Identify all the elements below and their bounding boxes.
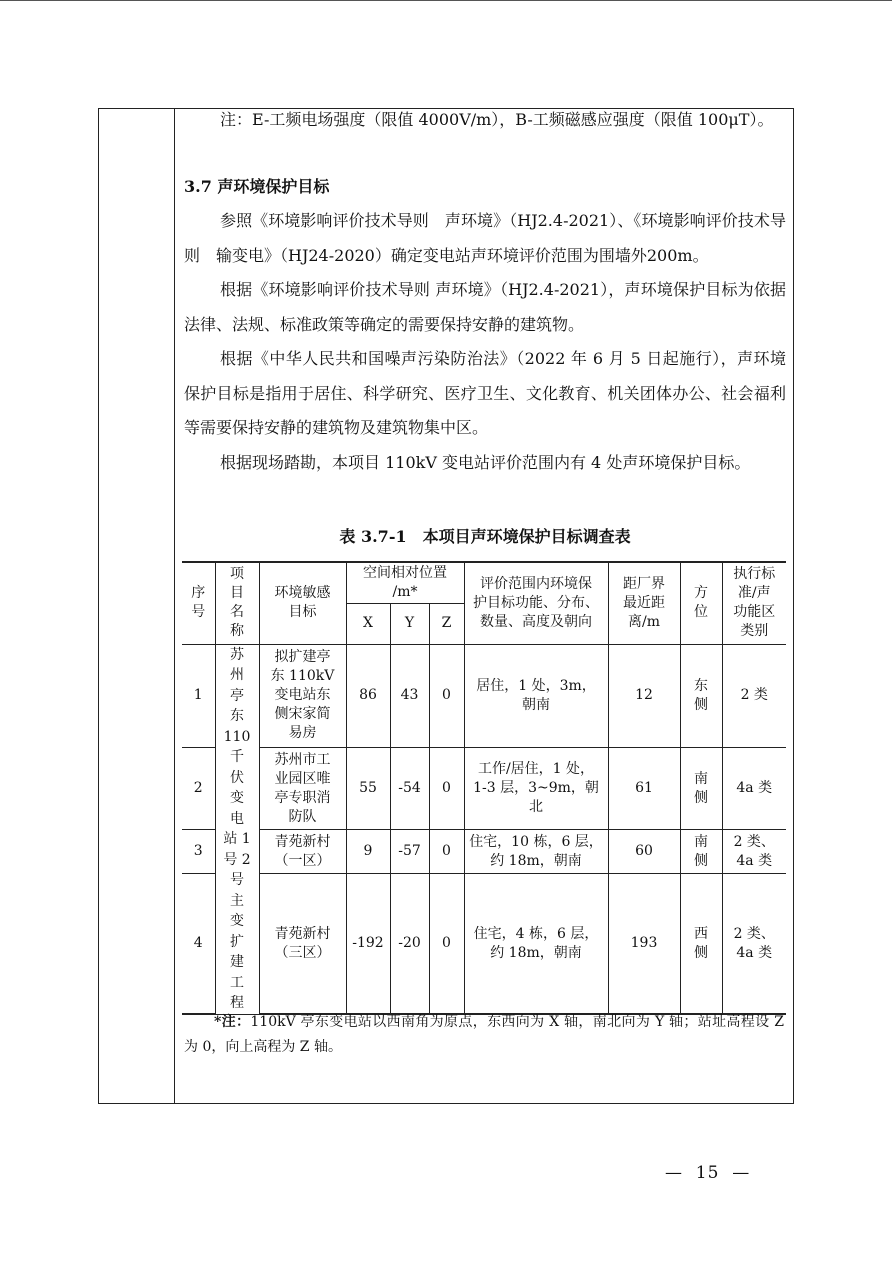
form-column-divider [174,108,175,1104]
row-direction: 南 侧 [680,748,722,830]
row-standard: 2 类、 4a 类 [722,874,786,1014]
row-direction: 南 侧 [680,829,722,873]
row-standard: 4a 类 [722,748,786,830]
row-target: 青苑新村 （一区） [259,829,346,873]
project-name-cell: 苏 州 亭 东 110 千 伏 变 电 站 1 号 2 号 主 变 扩 建 工 程 [215,644,259,1014]
header-z: Z [429,603,464,644]
header-project: 项 目 名 称 [215,562,259,644]
row-distance: 61 [608,748,680,830]
paragraph-1: 参照《环境影响评价技术导则 声环境》（HJ2.4-2021）、《环境影响评价技术导则 输变电》（HJ24-2020）确定变电站声环境评价范围为围墙外200m。 [184,211,786,265]
table-footnote [184,1010,784,1060]
row-target: 青苑新村 （三区） [259,874,346,1014]
table-title: 表 3.7-1 本项目声环境保护目标调查表 [339,527,631,546]
row-standard: 2 类 [722,644,786,748]
row-function: 住宅，4 栋，6 层， 约 18m，朝南 [464,874,608,1014]
row-target: 拟扩建亭 东 110kV 变电站东 侧宋家简 易房 [259,644,346,748]
row-seq: 3 [182,829,215,873]
paragraph-3: 根据《中华人民共和国噪声污染防治法》（2022 年 6 月 5 日起施行），声环境保护目标是指用于居住、科学研究、医疗卫生、文化教育、机关团体办公、社会福利等需要保持安静的建筑物及建筑物集中区。 [184,349,786,437]
row-target: 苏州市工 业园区唯 亭专职消 防队 [259,748,346,830]
table-row [182,874,786,1014]
row-direction: 西 侧 [680,874,722,1014]
header-function: 评价范围内环境保 护目标功能、分布、 数量、高度及朝向 [464,562,608,644]
table-row [182,748,786,830]
row-function: 工作/居住，1 处， 1-3 层，3~9m，朝 北 [464,748,608,830]
footnote-label: *注： [214,1014,251,1030]
header-position: 空间相对位置 /m* [346,562,464,603]
row-y: -57 [390,829,429,873]
row-distance: 12 [608,644,680,748]
section-heading: 3.7 声环境保护目标 [184,177,330,196]
page-top-rule [0,0,892,1]
row-y: 43 [390,644,429,748]
row-seq: 2 [182,748,215,830]
header-distance: 距厂界 最近距 离/m [608,562,680,644]
table-row [182,829,786,873]
row-z: 0 [429,874,464,1014]
header-direction: 方 位 [680,562,722,644]
paragraph-2: 根据《环境影响评价技术导则 声环境》（HJ2.4-2021），声环境保护目标为依据法律、法规、标准政策等确定的需要保持安静的建筑物。 [184,280,786,334]
row-z: 0 [429,829,464,873]
page-number: — 15 — [665,1163,751,1183]
row-x: 9 [346,829,390,873]
header-seq: 序 号 [182,562,215,644]
row-distance: 60 [608,829,680,873]
row-x: 55 [346,748,390,830]
row-z: 0 [429,644,464,748]
row-seq: 1 [182,644,215,748]
row-z: 0 [429,748,464,830]
paragraph-4: 根据现场踏勘，本项目 110kV 变电站评价范围内有 4 处声环境保护目标。 [220,452,751,472]
table-row [182,644,786,748]
section-body [184,204,786,480]
row-x: -192 [346,874,390,1014]
row-standard: 2 类、 4a 类 [722,829,786,873]
row-function: 居住，1 处，3m， 朝南 [464,644,608,748]
row-seq: 4 [182,874,215,1014]
row-distance: 193 [608,874,680,1014]
row-direction: 东 侧 [680,644,722,748]
row-y: -20 [390,874,429,1014]
header-x: X [346,603,390,644]
footnote-text: 110kV 亭东变电站以西南角为原点，东西向为 X 轴，南北向为 Y 轴；站址高程设 Z 为 0，向上高程为 Z 轴。 [184,1014,785,1055]
header-y: Y [390,603,429,644]
row-function: 住宅，10 栋，6 层， 约 18m，朝南 [464,829,608,873]
row-y: -54 [390,748,429,830]
noise-target-table [182,561,786,1015]
header-target: 环境敏感 目标 [259,562,346,644]
header-standard: 执行标 准/声 功能区 类别 [722,562,786,644]
row-x: 86 [346,644,390,748]
field-unit-note: 注：E-工频电场强度（限值 4000V/m），B-工频磁感应强度（限值 100μT）。 [220,110,774,129]
